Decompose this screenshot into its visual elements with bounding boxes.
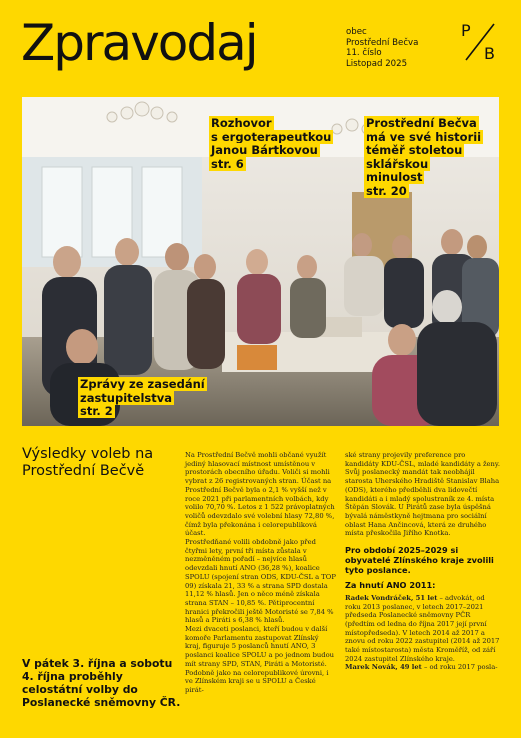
issue-info <box>346 27 418 69</box>
article-title: Výsledky voleb na Prostřední Bečvě <box>22 446 154 479</box>
callout-line: s ergoterapeutkou <box>211 129 332 144</box>
article-paragraph: Podobně jako na celorepublikové úrovni, i ve Zlínském kraji se u SPOLU a České pirát- <box>185 668 329 694</box>
article-paragraph: Mezi dvaceti poslanci, kteří budou v další komoře Parlamentu zastupovat Zlínský kraj, figuruje 5 poslanců hnutí ANO, 3 poslanci koalice SPOLU a po jednom budou mít strany SPD, STAN, Piráti a Motoristé. <box>185 625 334 668</box>
callout-line: téměř stoletou <box>366 143 463 158</box>
article-paragraph: Prostředňané volili obdobně jako před čtyřmi lety, první tři místa zůstala v nezměněném pořadí – nejvíce hlasů odevzdali hnutí ANO (36,28 %), koalice SPOLU (spojení stran ODS, KDU-ČSL a TOP 09) získala 21, 33 % a strana SPD dostala 11,12 % hlasů. Jen o něco méně získala strana STAN – 10,85 %. Pětiprocentní hranici překročili ještě Motoristé se 7,84 % hlasů a Piráti s 6,38 % hlasů. <box>185 538 336 625</box>
callout-line: Rozhovor <box>211 116 272 130</box>
callout-line: Prostřední Bečva <box>366 116 477 130</box>
callout-line: str. 2 <box>80 404 113 419</box>
logo-letter-b: B <box>484 44 495 62</box>
article-column-2 <box>345 451 500 672</box>
village-logo-icon <box>460 22 500 62</box>
candidate-entry <box>345 594 500 664</box>
callout-council-news[interactable] <box>78 378 218 419</box>
logo-letter-p: P <box>461 22 471 40</box>
candidate-name: Marek Novák, 49 let <box>345 663 422 672</box>
callout-line: sklářskou minulost <box>366 156 429 185</box>
issue-info-line: Listopad 2025 <box>346 58 408 69</box>
article-subhead: Pro období 2025–2029 si obyvatelé Zlínského kraje zvolili tyto poslance. <box>345 545 494 576</box>
article-column-1 <box>185 451 336 695</box>
candidate-bio: – advokát, od roku 2013 poslanec, v letech 2017–2021 předseda Poslanecké sněmovny PČR (předtím od ledna do října 2017 její první místopředseda). V letech 2014 až 2017 a znovu od roku 2022 zastupitel (2014 až 2017 také místostarosta) města Kroměříž, od září 2024 zastupitel Zlínského kraje. <box>345 593 500 663</box>
callout-interview[interactable] <box>209 117 349 171</box>
callout-glass-history[interactable] <box>364 117 489 199</box>
callout-line: má ve své historii <box>366 129 482 144</box>
callout-line: str. 20 <box>366 183 407 198</box>
article-paragraph: ské strany projevily preference pro kandidáty KDU-ČSL, mladé kandidáty a ženy. Svůj poslanecký mandát tak neobhájil starosta Uherského Hradiště Stanislav Blaha (ODS), kterého předběhli dva lidovečtí kandidáti a i mladý spolustraník ze 4. místa Štěpán Slovák. U Pirátů zase byla úspěšná bývalá náměstkyně hejtmana pro sociální oblast Hana Ančincová, která ze druhého místa přeskočila Jiřího Knotka. <box>345 451 500 538</box>
candidate-name: Radek Vondráček, 51 let <box>345 593 438 602</box>
callout-line: Zprávy ze zasedání <box>80 377 205 391</box>
issue-info-line: Prostřední Bečva <box>346 37 419 48</box>
issue-info-line: obec <box>346 27 367 37</box>
callout-line: zastupitelstva <box>80 390 172 405</box>
article-lead: V pátek 3. října a sobotu 4. října proběhly celostátní volby do Poslanecké sněmovny ČR. <box>22 657 181 709</box>
callout-line: str. 6 <box>211 156 244 171</box>
candidate-bio: – od roku 2017 posla- <box>421 663 498 672</box>
issue-info-line: 11. číslo <box>346 48 382 59</box>
article-paragraph: Na Prostřední Bečvě mohli občané využít jediný hlasovací místnost umístěnou v prostorách obecního úřadu. Voliči si mohli vybrat z 26 registrovaných stran. Účast na Prostřední Bečvě byla o 2,1 % vyšší než v roce 2021 při parlamentních volbách, kdy volilo 70,70 %. Letos z 1 522 právoplatných voličů odevzdalo své volební hlasy 72,80 %, čímž byla překonána i celorepubliková účast. <box>185 451 335 538</box>
callout-line: Janou Bártkovou <box>211 143 318 158</box>
candidate-entry <box>345 663 500 672</box>
masthead-title: Zpravodaj <box>21 14 257 72</box>
party-heading: Za hnutí ANO 2011: <box>345 579 436 590</box>
